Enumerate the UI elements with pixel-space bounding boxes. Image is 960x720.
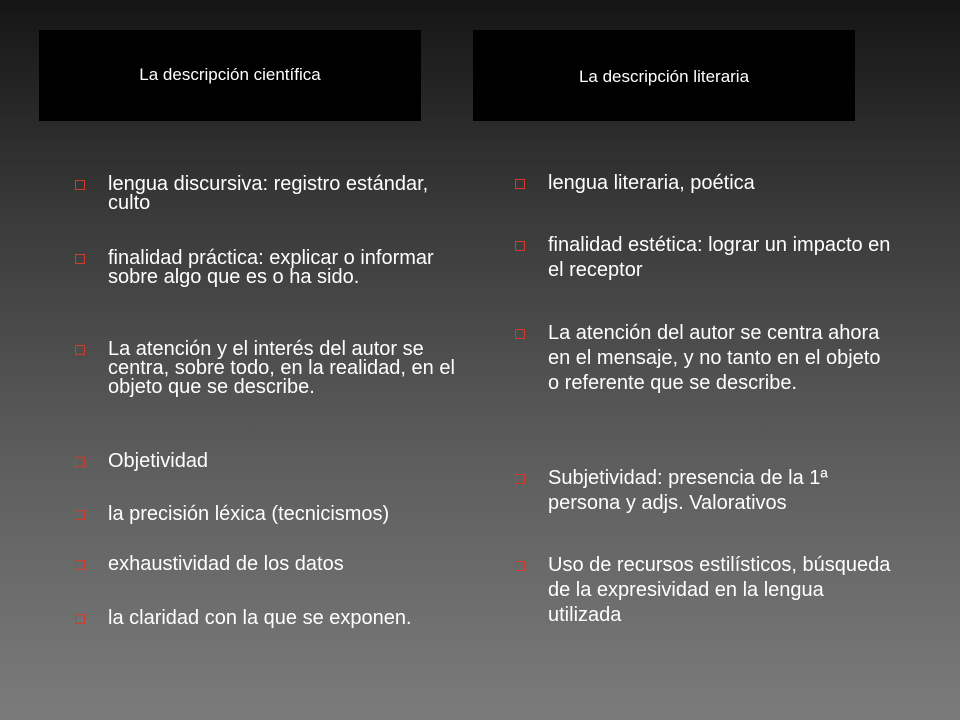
list-item [515,553,893,628]
square-bullet-icon [515,329,525,339]
list-item-text: La atención del autor se centra ahora en el mensaje, y no tanto en el objeto o referente que se describe. [548,322,881,394]
list-item [515,321,893,396]
header-literary-description [473,30,855,121]
list-item-text: la claridad con la que se exponen. [108,607,412,629]
square-bullet-icon [75,180,85,190]
square-bullet-icon [75,510,85,520]
square-bullet-icon [515,179,525,189]
list-item-text: lengua literaria, poética [548,172,755,194]
square-bullet-icon [75,457,85,467]
list-item [75,249,463,287]
square-bullet-icon [75,614,85,624]
list-item [75,505,463,524]
list-item-text: finalidad práctica: explicar o informar sobre algo que es o ha sido. [108,247,434,288]
list-item-text: Subjetividad: presencia de la 1ª persona y adjs. Valorativos [548,467,828,514]
square-bullet-icon [75,560,85,570]
header-scientific-description [39,30,421,121]
list-item-text: La atención y el interés del autor se centra, sobre todo, en la realidad, en el objeto que se describe. [108,338,455,398]
header-scientific-description-label: La descripción científica [139,64,321,84]
square-bullet-icon [515,561,525,571]
list-item [75,340,463,397]
square-bullet-icon [75,345,85,355]
square-bullet-icon [75,254,85,264]
list-item-text: Objetividad [108,450,209,472]
list-item-text: exhaustividad de los datos [108,553,344,575]
header-literary-description-label: La descripción literaria [578,66,750,86]
list-item-text: la precisión léxica (tecnicismos) [108,503,390,525]
list-item [75,452,463,471]
list-item [75,555,463,574]
list-item-text: Uso de recursos estilísticos, búsqueda de la expresividad en la lengua utilizada [548,554,891,626]
list-item-text: lengua discursiva: registro estándar, culto [108,173,429,214]
list-item [75,609,463,628]
square-bullet-icon [515,241,525,251]
list-item [515,171,893,196]
square-bullet-icon [515,474,525,484]
list-item [515,466,893,516]
list-item-text: finalidad estética: lograr un impacto en el receptor [548,234,891,281]
list-item [75,175,463,213]
list-item [515,233,893,283]
